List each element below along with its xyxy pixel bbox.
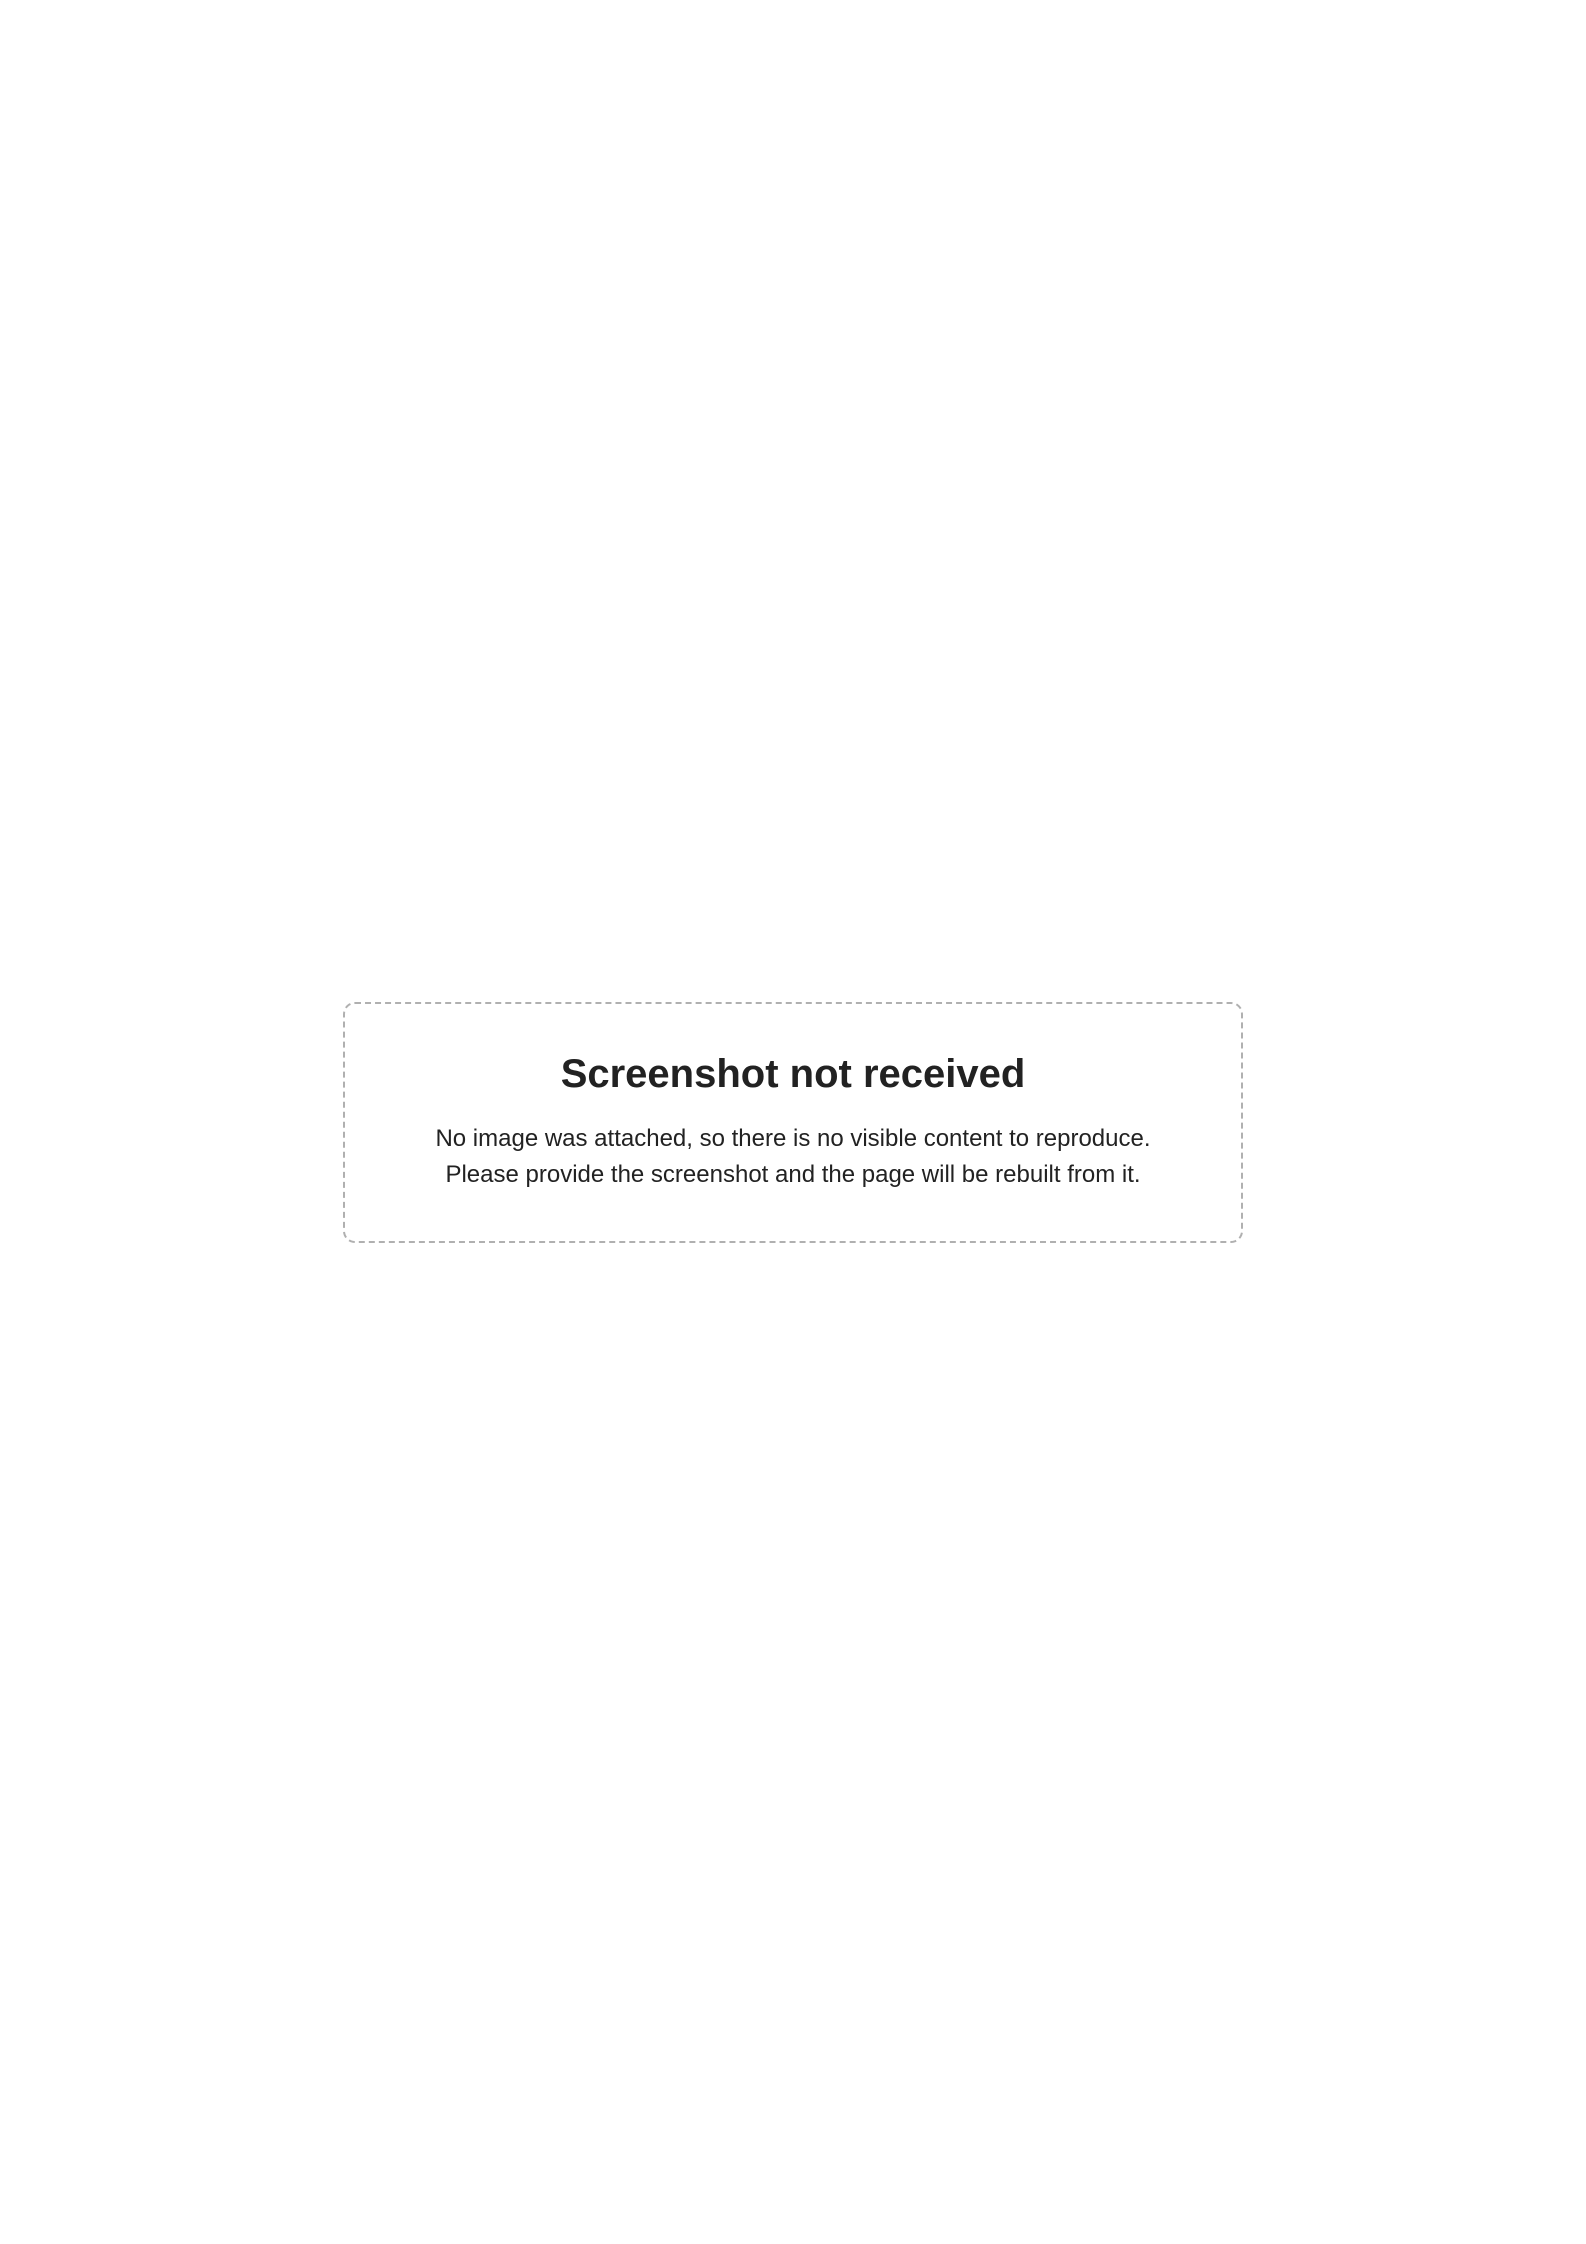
missing-image-notice (343, 1002, 1243, 1243)
notice-title: Screenshot not received (560, 1051, 1026, 1096)
notice-body: No image was attached, so there is no visible content to reproduce. Please provide the screenshot and the page will be rebuilt from it. (435, 1124, 1151, 1188)
